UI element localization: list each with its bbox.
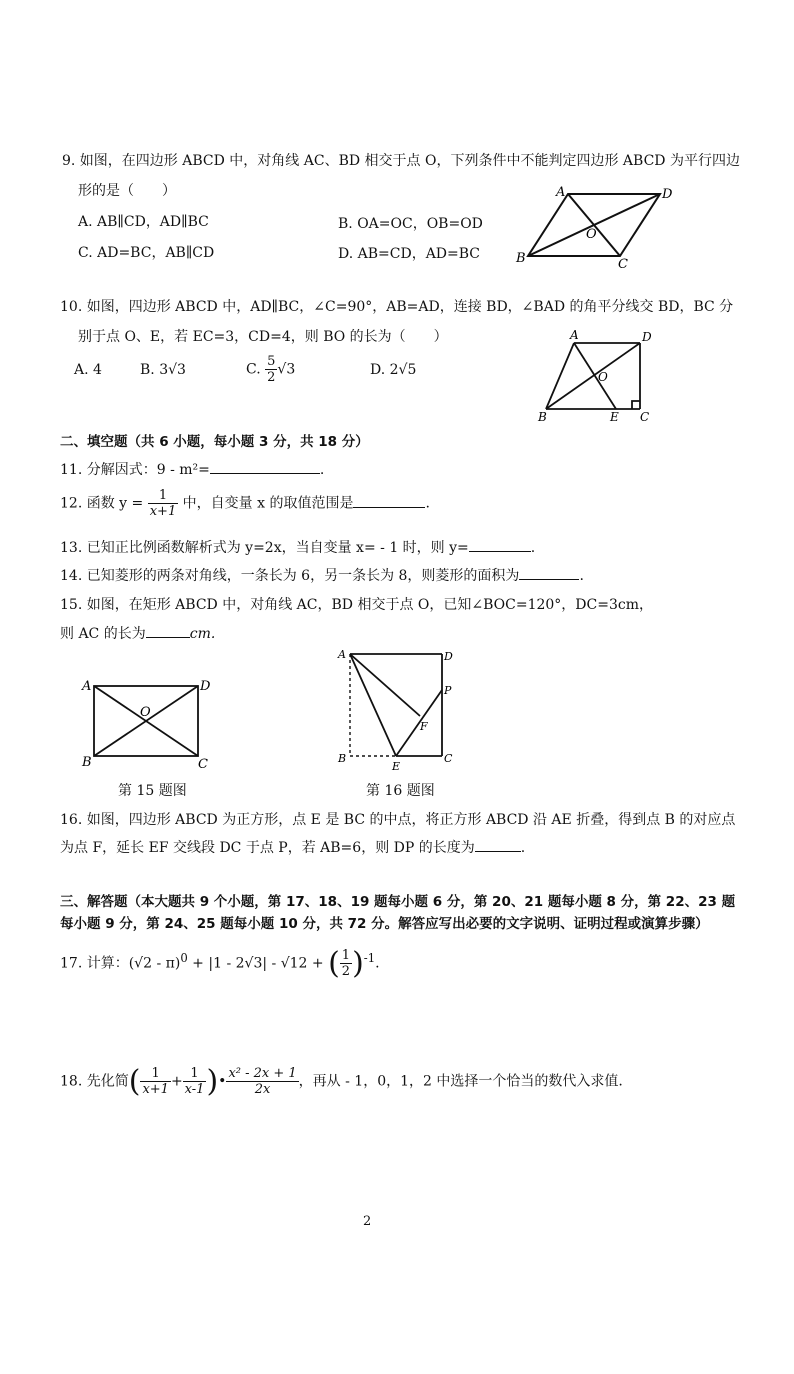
q9-label-d: D [662, 187, 673, 202]
fig16-label-c: C [444, 752, 453, 765]
fig15-label-b: B [82, 755, 92, 770]
fig15 [78, 672, 228, 774]
q16-blank [475, 837, 521, 852]
q9-option-c: C. AD=BC，AB∥CD [78, 245, 215, 261]
q9-figure [510, 180, 680, 270]
fig16-caption: 第 16 题图 [366, 783, 435, 799]
section-3-heading-line1: 三、解答题（本大题共 9 个小题，第 17、18、19 题每小题 6 分，第 20、21 题每小题 8 分，第 22、23 题 [60, 894, 736, 910]
q10-label-d: D [642, 330, 652, 344]
q9-stem-line1: 9. 如图，在四边形 ABCD 中，对角线 AC、BD 相交于点 O，下列条件中不能判定四边形 ABCD 为平行四边 [62, 153, 740, 169]
q14: 14. 已知菱形的两条对角线，一条长为 6，另一条长为 8，则菱形的面积为 . [60, 565, 584, 585]
q13: 13. 已知正比例函数解析式为 y=2x，当自变量 x= - 1 时，则 y= . [60, 537, 535, 557]
q9-label-a: A [556, 185, 566, 200]
q13-blank [469, 537, 531, 552]
q9-label-c: C [618, 257, 628, 270]
q9-option-d: D. AB=CD，AD=BC [338, 246, 481, 262]
q10-label-a: A [570, 328, 579, 342]
q10-label-o: O [598, 370, 608, 384]
q11: 11. 分解因式：9 - m²= . [60, 459, 324, 479]
q10-stem-line2: 别于点 O、E，若 EC=3，CD=4，则 BO 的长为（ ） [78, 329, 448, 345]
q9-label-o: O [586, 227, 597, 242]
q15-line1: 15. 如图，在矩形 ABCD 中，对角线 AC，BD 相交于点 O，已知∠BOC=120°，DC=3cm， [60, 597, 653, 613]
q10-option-c: C. $\frac{5}{2}$ √3 [246, 354, 296, 385]
q17: 17. 计算：(√2 - π)$^0$ + |1 - 2√3| - √12 + ( $\frac{1}{2}$ )$^{-1}$. [60, 946, 380, 981]
q9-label-b: B [516, 251, 526, 266]
fig15-label-d: D [200, 679, 211, 694]
fig15-label-o: O [140, 705, 151, 720]
fig16-label-f: F [420, 720, 428, 733]
page-number: 2 [363, 1214, 372, 1229]
fig16-label-d: D [444, 650, 453, 663]
q10-label-e: E [610, 410, 619, 424]
q15-line2: 则 AC 的长为 cm. [60, 623, 215, 643]
q16-line1: 16. 如图，四边形 ABCD 为正方形，点 E 是 BC 的中点，将正方形 ABCD 沿 AE 折叠，得到点 B 的对应点 [60, 812, 736, 828]
q18: 18. 先化简( $\frac{1}{x+1}$ + $\frac{1}{x-1}$ )• $\frac{\text{x² - 2x + 1}}{2x}$ ，再从 - 1，0，1，2 中选择一个恰当的数代入求值. [60, 1064, 623, 1099]
q10-figure [530, 325, 660, 425]
section-2-heading: 二、填空题（共 6 小题，每小题 3 分，共 18 分） [60, 434, 369, 450]
q10-stem-line1: 10. 如图，四边形 ABCD 中，AD∥BC，∠C=90°，AB=AD，连接 BD，∠BAD 的角平分线交 BD，BC 分 [60, 299, 734, 315]
fig15-caption: 第 15 题图 [118, 783, 187, 799]
q16-line2: 为点 F，延长 EF 交线段 DC 于点 P，若 AB=6，则 DP 的长度为 . [60, 837, 525, 857]
q12: 12. 函数 y = $\frac{1}{x+1}$ 中，自变量 x 的取值范围是 . [60, 488, 430, 519]
section-3-heading-line2: 每小题 9 分，第 24、25 题每小题 10 分，共 72 分。解答应写出必要的文字说明、证明过程或演算步骤） [60, 916, 709, 932]
fig16 [336, 644, 466, 774]
q10-label-b: B [538, 410, 547, 424]
q12-blank [353, 493, 425, 508]
q10-option-d: D. 2√5 [370, 362, 417, 378]
fig16-label-b: B [338, 752, 347, 765]
q10-option-b: B. 3√3 [140, 362, 186, 378]
q11-blank [210, 459, 320, 474]
fig16-label-a: A [338, 648, 346, 661]
fig15-label-a: A [82, 679, 92, 694]
fig16-label-e: E [392, 760, 401, 773]
q10-option-a: A. 4 [74, 362, 102, 378]
q10-label-c: C [640, 410, 650, 424]
q9-option-a: A. AB∥CD，AD∥BC [78, 214, 209, 230]
q15-blank [146, 623, 190, 638]
fig15-label-c: C [198, 757, 208, 772]
q9-stem-line2: 形的是（ ） [78, 183, 176, 199]
q14-blank [519, 565, 579, 580]
q9-option-b: B. OA=OC，OB=OD [338, 216, 483, 232]
fig16-label-p: P [444, 684, 452, 697]
